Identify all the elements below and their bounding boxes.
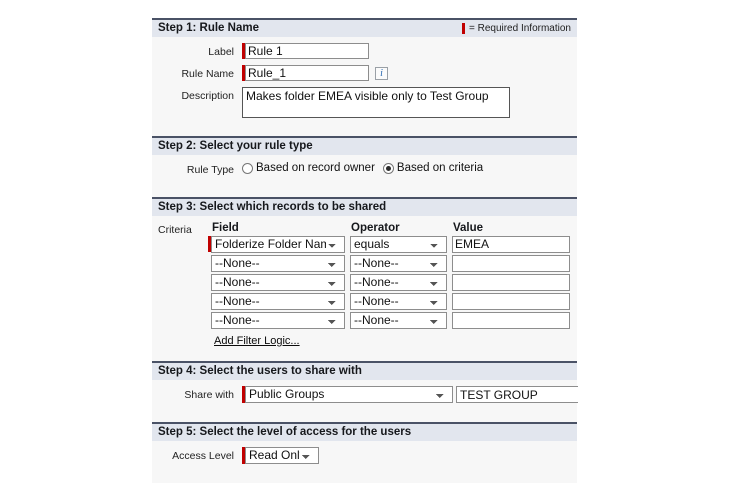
column-header-operator: Operator [351, 222, 400, 234]
criteria-field-cell [208, 312, 347, 331]
step-3-header [152, 197, 577, 216]
rule-name-field-wrap [242, 65, 388, 81]
label-field-label: Label [208, 46, 234, 58]
rule-name-input[interactable] [245, 65, 369, 81]
radio-icon[interactable] [242, 163, 253, 174]
criteria-field-select-3[interactable] [211, 274, 345, 291]
criteria-operator-cell [347, 255, 449, 274]
step-4-header [152, 361, 577, 380]
criteria-operator-select-5[interactable] [350, 312, 447, 329]
access-level-field-wrap [242, 447, 319, 464]
criteria-value-input-5[interactable] [452, 312, 570, 329]
criteria-field-select-1[interactable] [211, 236, 345, 253]
table-row [208, 312, 572, 331]
rule-type-field-label: Rule Type [186, 164, 234, 176]
step-3-title: Step 3: Select which records to be shared [158, 201, 387, 213]
info-icon[interactable]: i [375, 67, 388, 80]
share-with-row [152, 386, 577, 404]
table-row [208, 255, 572, 274]
required-marker-icon [462, 23, 465, 34]
step-4-title: Step 4: Select the users to share with [158, 365, 362, 377]
step-5-header [152, 422, 577, 441]
criteria-field-select-5[interactable] [211, 312, 345, 329]
criteria-field-select-2[interactable] [211, 255, 345, 272]
share-with-select[interactable] [245, 386, 453, 403]
label-field-wrap [242, 43, 369, 59]
criteria-field-cell [208, 293, 347, 312]
table-row [208, 236, 572, 255]
criteria-field-select-4[interactable] [211, 293, 345, 310]
radio-label-record-owner: Based on record owner [256, 162, 375, 174]
criteria-operator-cell [347, 236, 449, 255]
criteria-value-cell [449, 293, 572, 312]
step-5-body [152, 441, 577, 483]
required-information-note [462, 20, 571, 37]
criteria-field-cell [208, 274, 347, 293]
step-2-header [152, 136, 577, 155]
criteria-operator-select-4[interactable] [350, 293, 447, 310]
criteria-operator-cell [347, 312, 449, 331]
criteria-value-cell [449, 274, 572, 293]
criteria-header-row [208, 222, 572, 236]
step-5-title: Step 5: Select the level of access for the users [158, 426, 412, 438]
criteria-field-cell [208, 255, 347, 274]
radio-label-criteria: Based on criteria [396, 162, 484, 174]
criteria-field-label: Criteria [158, 224, 192, 236]
description-field-label: Description [181, 90, 234, 102]
radio-option-criteria[interactable] [383, 162, 483, 174]
share-with-target-input[interactable]: TEST GROUP [456, 386, 578, 403]
criteria-wrap [152, 222, 577, 331]
label-row [152, 43, 577, 61]
access-level-select[interactable] [245, 447, 319, 464]
rule-name-field-label: Rule Name [181, 68, 234, 80]
access-level-field-label: Access Level [172, 450, 234, 462]
rule-name-row [152, 65, 577, 83]
required-information-text: = Required Information [468, 23, 571, 34]
criteria-value-input-4[interactable] [452, 293, 570, 310]
share-with-field-wrap [242, 386, 578, 403]
criteria-value-cell [449, 312, 572, 331]
column-header-value: Value [453, 222, 484, 234]
table-row [208, 274, 572, 293]
rule-type-row [152, 161, 577, 179]
sharing-rule-form [152, 18, 577, 483]
step-2-body [152, 155, 577, 191]
description-row [152, 87, 577, 118]
description-textarea[interactable] [242, 87, 510, 118]
radio-icon-selected[interactable] [383, 163, 394, 174]
criteria-value-input-2[interactable] [452, 255, 570, 272]
description-field-wrap [242, 87, 510, 118]
criteria-table [208, 222, 572, 331]
step-4-body [152, 380, 577, 416]
criteria-field-cell [208, 236, 347, 255]
add-filter-logic-link[interactable]: Add Filter Logic... [214, 335, 300, 347]
step-1-body [152, 37, 577, 130]
criteria-operator-cell [347, 274, 449, 293]
criteria-value-cell [449, 236, 572, 255]
step-2-title: Step 2: Select your rule type [158, 140, 313, 152]
access-level-row [152, 447, 577, 465]
step-3-body [152, 216, 577, 355]
column-header-field: Field [212, 222, 239, 234]
criteria-value-cell [449, 255, 572, 274]
criteria-operator-select-3[interactable] [350, 274, 447, 291]
step-1-header [152, 18, 577, 37]
criteria-operator-cell [347, 293, 449, 312]
criteria-value-input-3[interactable] [452, 274, 570, 291]
radio-option-record-owner[interactable] [242, 162, 375, 174]
table-row [208, 293, 572, 312]
share-with-field-label: Share with [184, 389, 234, 401]
step-1-title: Step 1: Rule Name [158, 22, 259, 34]
criteria-operator-select-2[interactable] [350, 255, 447, 272]
label-input[interactable] [245, 43, 369, 59]
rule-type-radio-group [242, 161, 491, 174]
criteria-operator-select-1[interactable] [350, 236, 447, 253]
criteria-value-input-1[interactable] [452, 236, 570, 253]
